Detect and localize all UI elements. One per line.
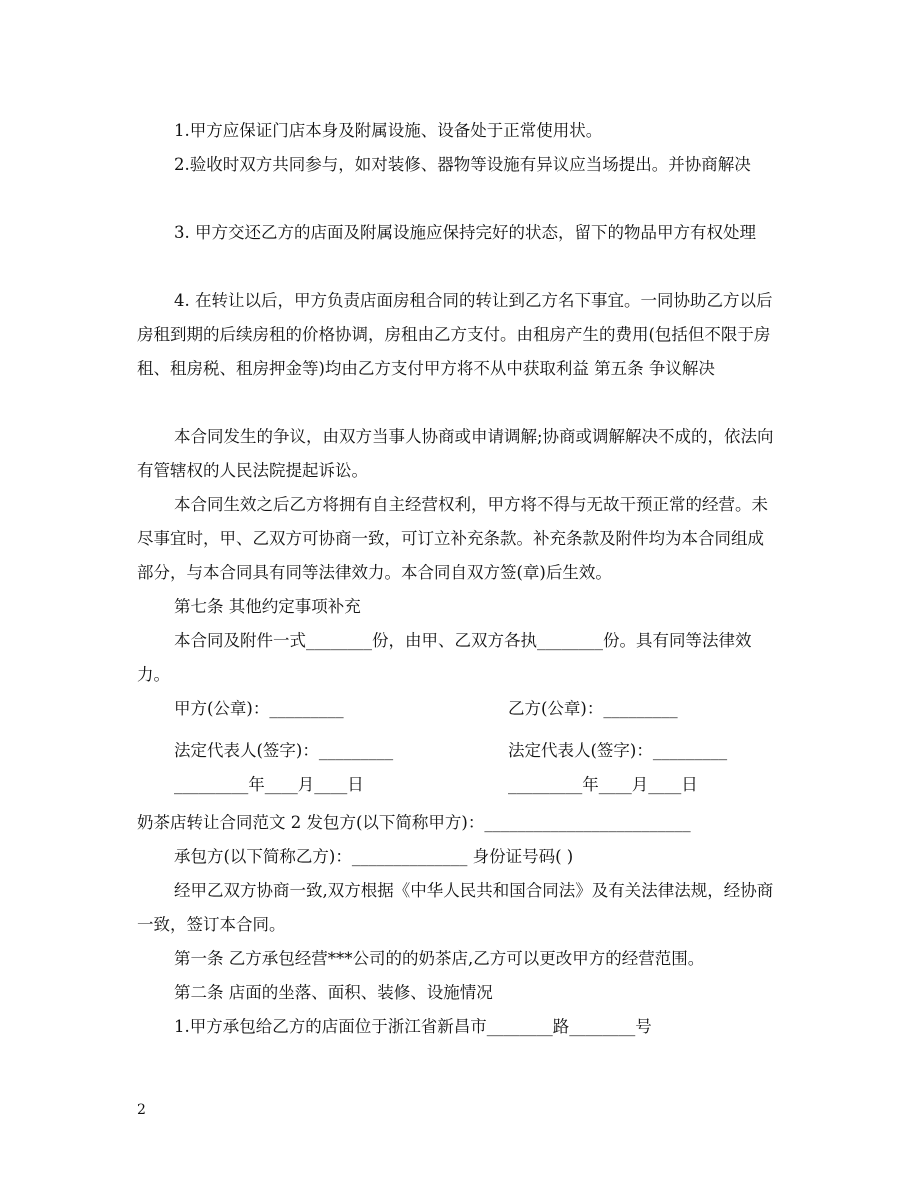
party-b-date: _________年____月____日 bbox=[508, 775, 698, 794]
effectiveness-text: 本合同生效之后乙方将拥有自主经营权利，甲方将不得与无故干预正常的经营。未尽事宜时，甲、乙双方可协商一致，可订立补充条款。补充条款及附件均为本合同组成部分，与本合同具有同等法律效力。本合同自双方签(章)后生效。 bbox=[137, 495, 768, 582]
party-b-representative: 法定代表人(签字)：_________ bbox=[508, 741, 728, 760]
party-a-representative: 法定代表人(签字)：_________ bbox=[174, 741, 394, 760]
second-contract-heading: 奶茶店转让合同范文 2 发包方(以下简称甲方)：_________________________ bbox=[137, 813, 691, 832]
second-contract-article-2: 第二条 店面的坐落、面积、装修、设施情况 bbox=[174, 983, 493, 1002]
copies-text: 本合同及附件一式________份，由甲、乙双方各执________份。具有同等法律效力。 bbox=[137, 631, 752, 684]
clause-3: 3. 甲方交还乙方的店面及附属设施应保持完好的状态，留下的物品甲方有权处理 bbox=[174, 223, 756, 242]
contractor-line: 承包方(以下简称乙方)：______________ 身份证号码( ) bbox=[174, 847, 574, 866]
dispute-resolution-text: 本合同发生的争议，由双方当事人协商或申请调解;协商或调解解决不成的，依法向有管辖权的人民法院提起诉讼。 bbox=[137, 427, 774, 480]
article-7-heading: 第七条 其他约定事项补充 bbox=[174, 597, 361, 616]
party-a-seal: 甲方(公章)：_________ bbox=[174, 699, 344, 718]
clause-2: 2.验收时双方共同参与，如对装修、器物等设施有异议应当场提出。并协商解决 bbox=[174, 155, 751, 174]
second-contract-intro: 经甲乙双方协商一致,双方根据《中华人民共和国合同法》及有关法律法规，经协商一致，签订本合同。 bbox=[137, 881, 774, 934]
page-number: 2 bbox=[137, 1102, 146, 1118]
party-b-seal: 乙方(公章)：_________ bbox=[508, 699, 678, 718]
second-contract-article-1: 第一条 乙方承包经营***公司的的奶茶店,乙方可以更改甲方的经营范围。 bbox=[174, 949, 705, 968]
party-a-date: _________年____月____日 bbox=[174, 775, 364, 794]
clause-4: 4. 在转让以后，甲方负责店面房租合同的转让到乙方名下事宜。一同协助乙方以后房租到期的后续房租的价格协调，房租由乙方支付。由租房产生的费用(包括但不限于房租、租房税、租房押金等)均由乙方支付甲方将不从中获取利益 第五条 争议解决 bbox=[137, 291, 773, 378]
second-contract-item-1: 1.甲方承包给乙方的店面位于浙江省新昌市________路________号 bbox=[174, 1017, 652, 1036]
clause-1: 1.甲方应保证门店本身及附属设施、设备处于正常使用状。 bbox=[174, 121, 603, 140]
